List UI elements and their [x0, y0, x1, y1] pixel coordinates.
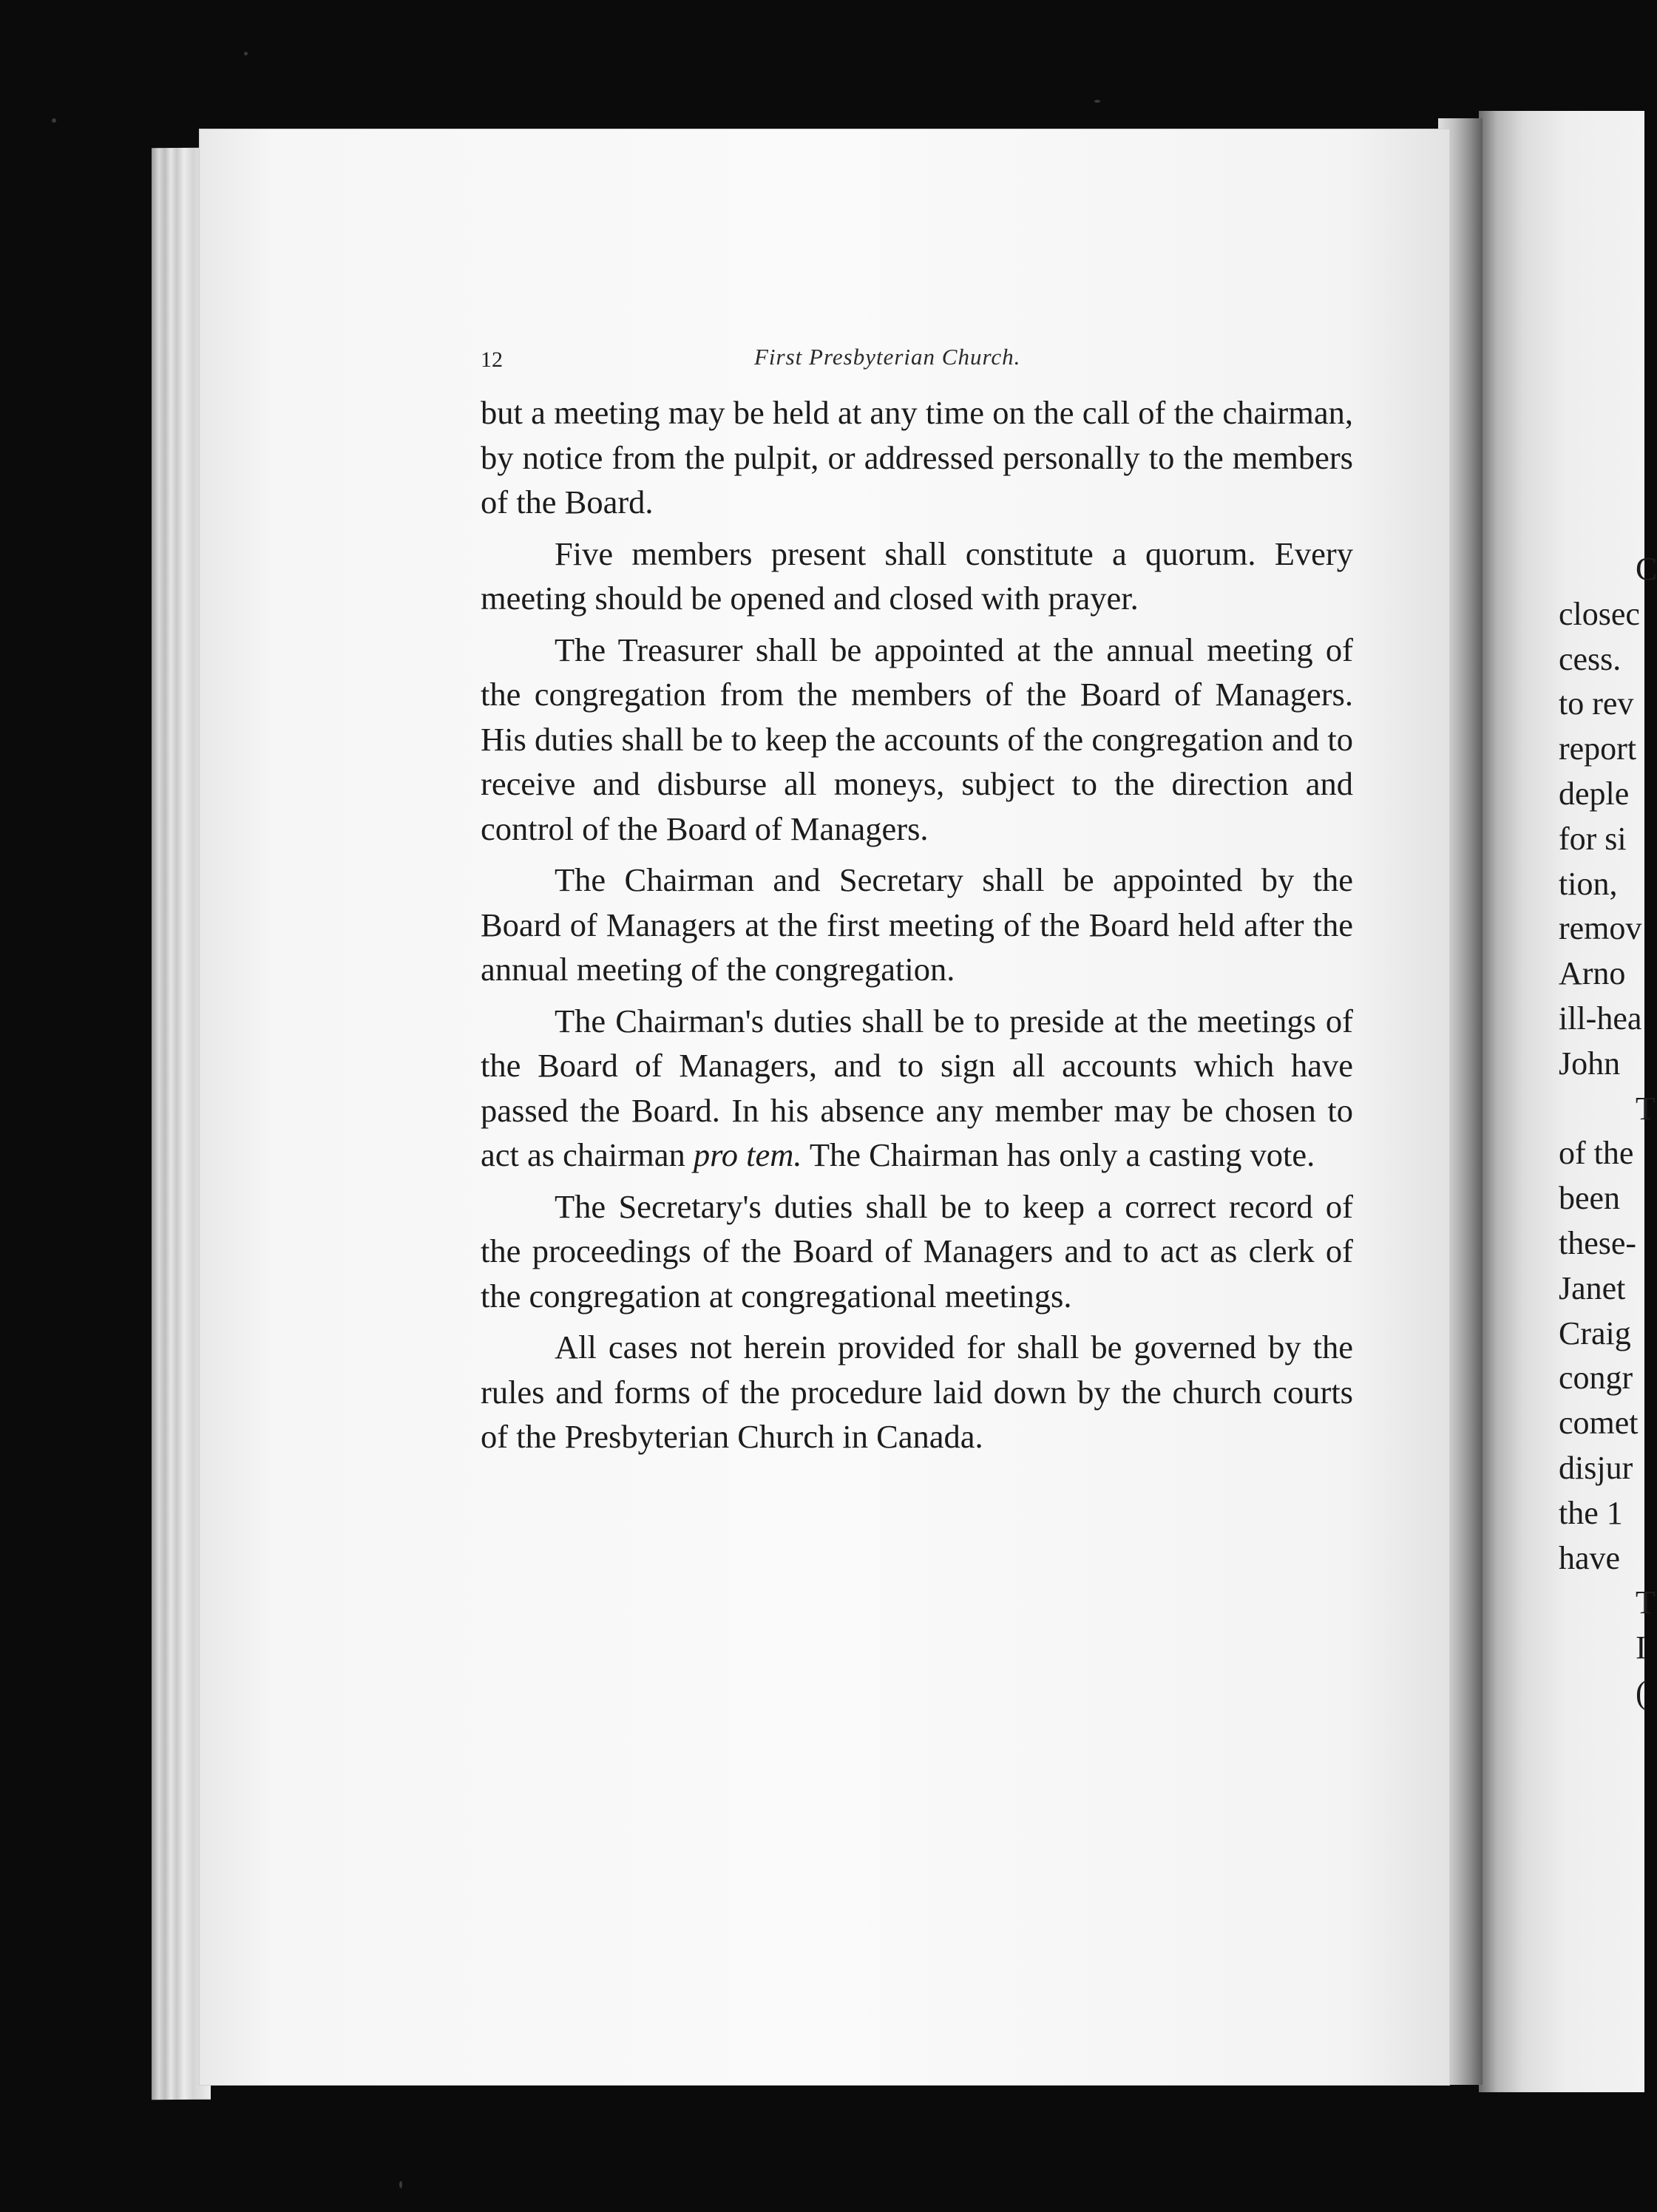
right-page-line: been — [1559, 1180, 1621, 1217]
latin-phrase: pro tem. — [693, 1136, 802, 1173]
right-page-line: remov — [1559, 910, 1642, 947]
right-page-line: ill-hea — [1559, 1000, 1642, 1037]
right-page-line: closec — [1559, 595, 1640, 632]
paragraph: The Chairman's duties shall be to preside at the meetings of the Board of Managers, and to sign all accounts which have passed the Board. In his absence any member may be chosen to act as chairman pro tem. The Chairman has only a casting vote. — [481, 1002, 1353, 1173]
right-page-line: Janet — [1559, 1269, 1626, 1306]
paragraph: All cases not herein provided for shall be governed by the rules and forms of the procedure laid down by the church courts of the Presbyterian Church in Canada. — [481, 1329, 1353, 1455]
running-head: First Presbyterian Church. — [754, 344, 1021, 370]
scan-speck — [52, 118, 56, 123]
right-page-line: these- — [1559, 1224, 1637, 1261]
right-page-line: to rev — [1559, 685, 1634, 722]
scan-speck — [399, 2181, 402, 2188]
right-page-line: of the — [1559, 1135, 1634, 1172]
right-page-line: tion, — [1559, 865, 1618, 902]
right-page-line: cess. — [1559, 640, 1622, 677]
right-page-line: for si — [1559, 820, 1627, 857]
left-page — [200, 129, 1449, 2085]
body-text — [481, 390, 1353, 1466]
right-page-line: Craig — [1559, 1314, 1631, 1351]
right-page-line: I — [1636, 1629, 1647, 1666]
paragraph: but a meeting may be held at any time on the call of the chairman, by notice from the pulpit, or addressed personally to the members of the Board. — [481, 394, 1353, 520]
right-page-line: congr — [1559, 1360, 1633, 1397]
right-page-line: the 1 — [1559, 1494, 1623, 1531]
scan-speck — [1094, 100, 1100, 103]
right-page-line: T — [1636, 1090, 1656, 1127]
right-page-line: John — [1559, 1045, 1621, 1082]
paragraph: The Secretary's duties shall be to keep a correct record of the proceedings of the Board of Managers and to act as clerk of the congregation at congregational meetings. — [481, 1187, 1353, 1314]
right-page-line: ( — [1636, 1674, 1647, 1711]
page-number: 12 — [481, 347, 503, 372]
right-page-text — [1559, 547, 1657, 1716]
right-page-line: have — [1559, 1539, 1621, 1576]
right-page-line: T — [1636, 1584, 1656, 1621]
right-page-line: comet — [1559, 1405, 1639, 1442]
paragraph: The Treasurer shall be appointed at the annual meeting of the congregation from the members of the Board of Managers. His duties shall be to keep the accounts of the congregation and to receive and disburse all moneys, subject to the direction and control of the Board of Managers. — [481, 631, 1353, 847]
right-page-line: report — [1559, 730, 1637, 767]
paragraph: Five members present shall constitute a quorum. Every meeting should be opened and closed with prayer. — [481, 535, 1353, 617]
right-page-line: Arno — [1559, 955, 1626, 992]
right-page-line: deple — [1559, 775, 1630, 812]
scan-speck — [244, 52, 248, 55]
paragraph: The Chairman and Secretary shall be appointed by the Board of Managers at the first meeting of the Board held after the annual meeting of the congregation. — [481, 861, 1353, 988]
right-page-line: disjur — [1559, 1449, 1633, 1486]
right-page-line: C — [1636, 551, 1657, 587]
